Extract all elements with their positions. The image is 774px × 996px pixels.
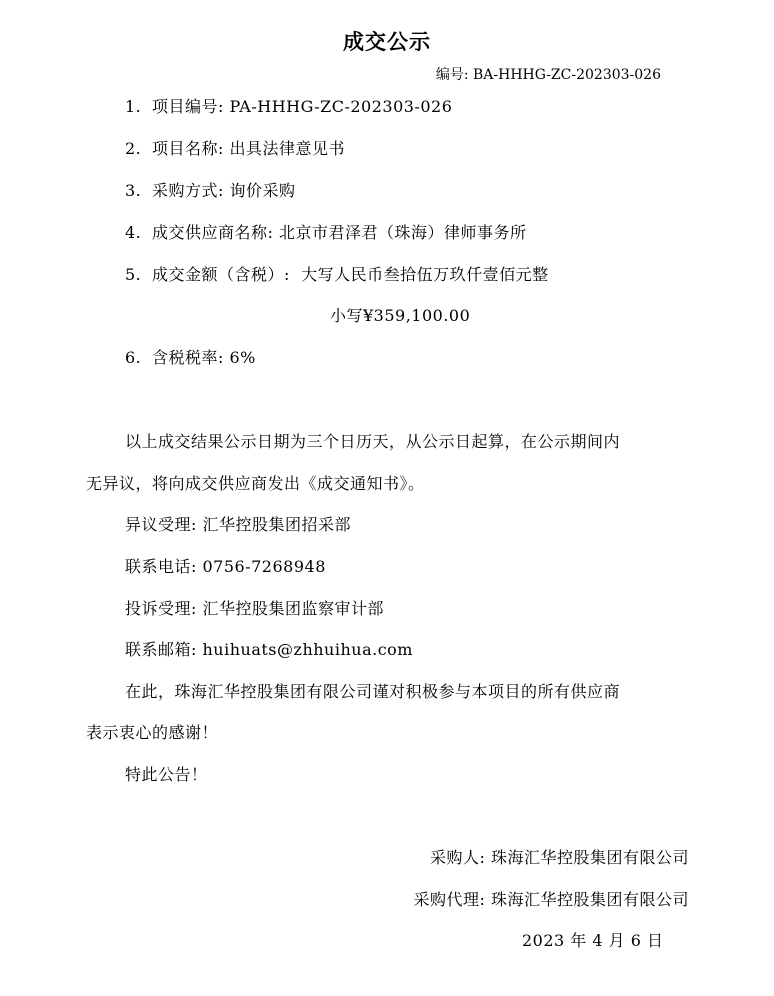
contact-phone [125,554,326,577]
item-index: 4. [125,223,142,242]
signature-agent: 采购代理: 珠海汇华控股集团有限公司 [413,890,689,909]
thanks-line-1: 在此，珠海汇华控股集团有限公司谨对积极参与本项目的所有供应商 [125,682,621,701]
item-label: 成交供应商名称: [152,223,274,242]
item-index: 5. [125,265,142,284]
item-value: 大写人民币叁拾伍万玖仟壹佰元整 [301,265,549,284]
item-supplier-name [125,220,527,243]
item-label: 项目编号: [152,97,224,116]
thanks-line-2: 表示衷心的感谢！ [86,723,219,742]
item-value: 北京市君泽君（珠海）律师事务所 [279,223,527,242]
item-procurement-method [125,178,296,201]
signature-purchaser: 采购人: 珠海汇华控股集团有限公司 [430,848,689,867]
notice-line-2: 无异议，将向成交供应商发出《成交通知书》。 [86,474,425,493]
notice-line-1: 以上成交结果公示日期为三个日历天，从公示日起算，在公示期间内 [125,432,621,451]
item-index: 3. [125,181,142,200]
amount-small: 小写¥359,100.00 [330,306,471,325]
item-tax-rate [125,345,256,368]
item-value: 出具法律意见书 [229,139,346,158]
contact-value: 汇华控股集团监察审计部 [202,599,385,618]
contact-value: 0756-7268948 [202,557,326,576]
item-value: 询价采购 [229,181,296,200]
document-number: 编号: BA-HHHG-ZC-202303-026 [435,67,661,83]
contact-complaint [125,596,384,619]
signature-date: 2023 年 4 月 6 日 [522,931,664,950]
item-value: PA-HHHG-ZC-202303-026 [229,97,453,116]
item-index: 6. [125,348,142,367]
contact-label: 联系电话: [125,557,197,576]
contact-objection [125,512,351,535]
contact-label: 投诉受理: [125,599,197,618]
item-project-number [125,94,452,117]
item-label: 采购方式: [152,181,224,200]
contact-email [125,637,413,660]
item-index: 2. [125,139,142,158]
contact-value: 汇华控股集团招采部 [202,515,352,534]
item-label: 成交金额（含税）: [152,265,290,284]
item-value: 6% [229,348,256,367]
closing-statement: 特此公告！ [125,765,208,784]
item-index: 1. [125,97,142,116]
item-label: 项目名称: [152,139,224,158]
item-label: 含税税率: [152,348,224,367]
page-title: 成交公示 [343,29,431,54]
contact-label: 联系邮箱: [125,640,197,659]
item-amount [125,262,549,285]
contact-value: huihuats@zhhuihua.com [202,640,413,659]
contact-label: 异议受理: [125,515,197,534]
item-project-name [125,136,345,159]
